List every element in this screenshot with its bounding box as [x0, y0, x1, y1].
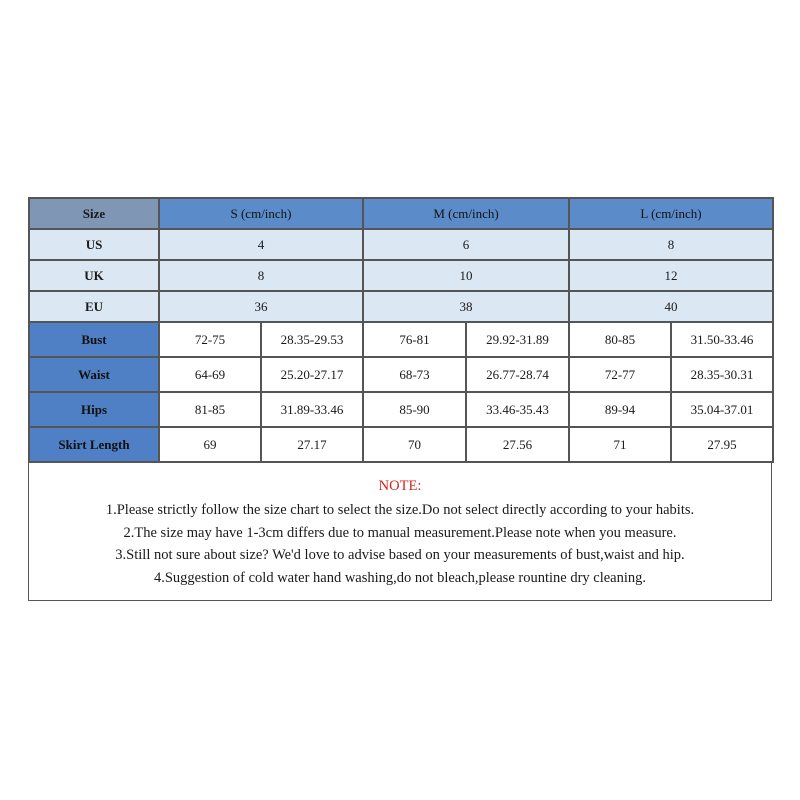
row-label-uk: UK [29, 260, 159, 291]
cell-us-s: 4 [159, 229, 363, 260]
table-row-hips [29, 392, 773, 427]
cell-hips-s-cm: 81-85 [159, 392, 261, 427]
cell-us-l: 8 [569, 229, 773, 260]
cell-waist-s-inch: 25.20-27.17 [261, 357, 363, 392]
cell-bust-s-cm: 72-75 [159, 322, 261, 357]
table-row-waist [29, 357, 773, 392]
cell-hips-m-cm: 85-90 [363, 392, 466, 427]
row-label-eu: EU [29, 291, 159, 322]
cell-eu-l: 40 [569, 291, 773, 322]
column-header-s: S (cm/inch) [159, 198, 363, 229]
cell-bust-m-inch: 29.92-31.89 [466, 322, 569, 357]
note-line-1: 1.Please strictly follow the size chart to select the size.Do not select directly according to your habits. [105, 502, 695, 518]
cell-waist-m-cm: 68-73 [363, 357, 466, 392]
note-line-2: 2.The size may have 1-3cm differs due to manual measurement.Please note when you measure. [123, 524, 677, 541]
cell-hips-l-inch: 35.04-37.01 [671, 392, 773, 427]
row-label-us: US [29, 229, 159, 260]
row-label-hips: Hips [29, 392, 159, 427]
cell-waist-l-inch: 28.35-30.31 [671, 357, 773, 392]
notes-box [28, 463, 772, 601]
note-line-4: 4.Suggestion of cold water hand washing,do not bleach,please rountine dry cleaning. [153, 569, 647, 586]
size-table [28, 197, 774, 463]
cell-bust-l-inch: 31.50-33.46 [671, 322, 773, 357]
note-line-3: 3.Still not sure about size? We'd love to advise based on your measurements of bust,waist and hip. [115, 547, 685, 563]
cell-waist-l-cm: 72-77 [569, 357, 671, 392]
cell-skirt-m-inch: 27.56 [466, 427, 569, 462]
table-row-us [29, 229, 773, 260]
cell-uk-l: 12 [569, 260, 773, 291]
table-row-eu [29, 291, 773, 322]
table-header-row [29, 198, 773, 229]
row-label-skirt-length: Skirt Length [29, 427, 159, 462]
table-row-uk [29, 260, 773, 291]
cell-waist-m-inch: 26.77-28.74 [466, 357, 569, 392]
column-header-l: L (cm/inch) [569, 198, 773, 229]
cell-hips-s-inch: 31.89-33.46 [261, 392, 363, 427]
cell-uk-s: 8 [159, 260, 363, 291]
cell-skirt-l-cm: 71 [569, 427, 671, 462]
size-chart [28, 197, 772, 601]
column-header-m: M (cm/inch) [363, 198, 569, 229]
cell-hips-l-cm: 89-94 [569, 392, 671, 427]
cell-us-m: 6 [363, 229, 569, 260]
table-row-skirt-length [29, 427, 773, 462]
cell-skirt-m-cm: 70 [363, 427, 466, 462]
cell-eu-m: 38 [363, 291, 569, 322]
cell-bust-m-cm: 76-81 [363, 322, 466, 357]
row-label-waist: Waist [29, 357, 159, 392]
cell-bust-s-inch: 28.35-29.53 [261, 322, 363, 357]
cell-hips-m-inch: 33.46-35.43 [466, 392, 569, 427]
note-title: NOTE: [378, 478, 422, 494]
cell-skirt-s-inch: 27.17 [261, 427, 363, 462]
cell-skirt-s-cm: 69 [159, 427, 261, 462]
cell-skirt-l-inch: 27.95 [671, 427, 773, 462]
cell-uk-m: 10 [363, 260, 569, 291]
cell-eu-s: 36 [159, 291, 363, 322]
cell-bust-l-cm: 80-85 [569, 322, 671, 357]
cell-waist-s-cm: 64-69 [159, 357, 261, 392]
row-label-bust: Bust [29, 322, 159, 357]
size-header-cell: Size [29, 198, 159, 229]
table-row-bust [29, 322, 773, 357]
